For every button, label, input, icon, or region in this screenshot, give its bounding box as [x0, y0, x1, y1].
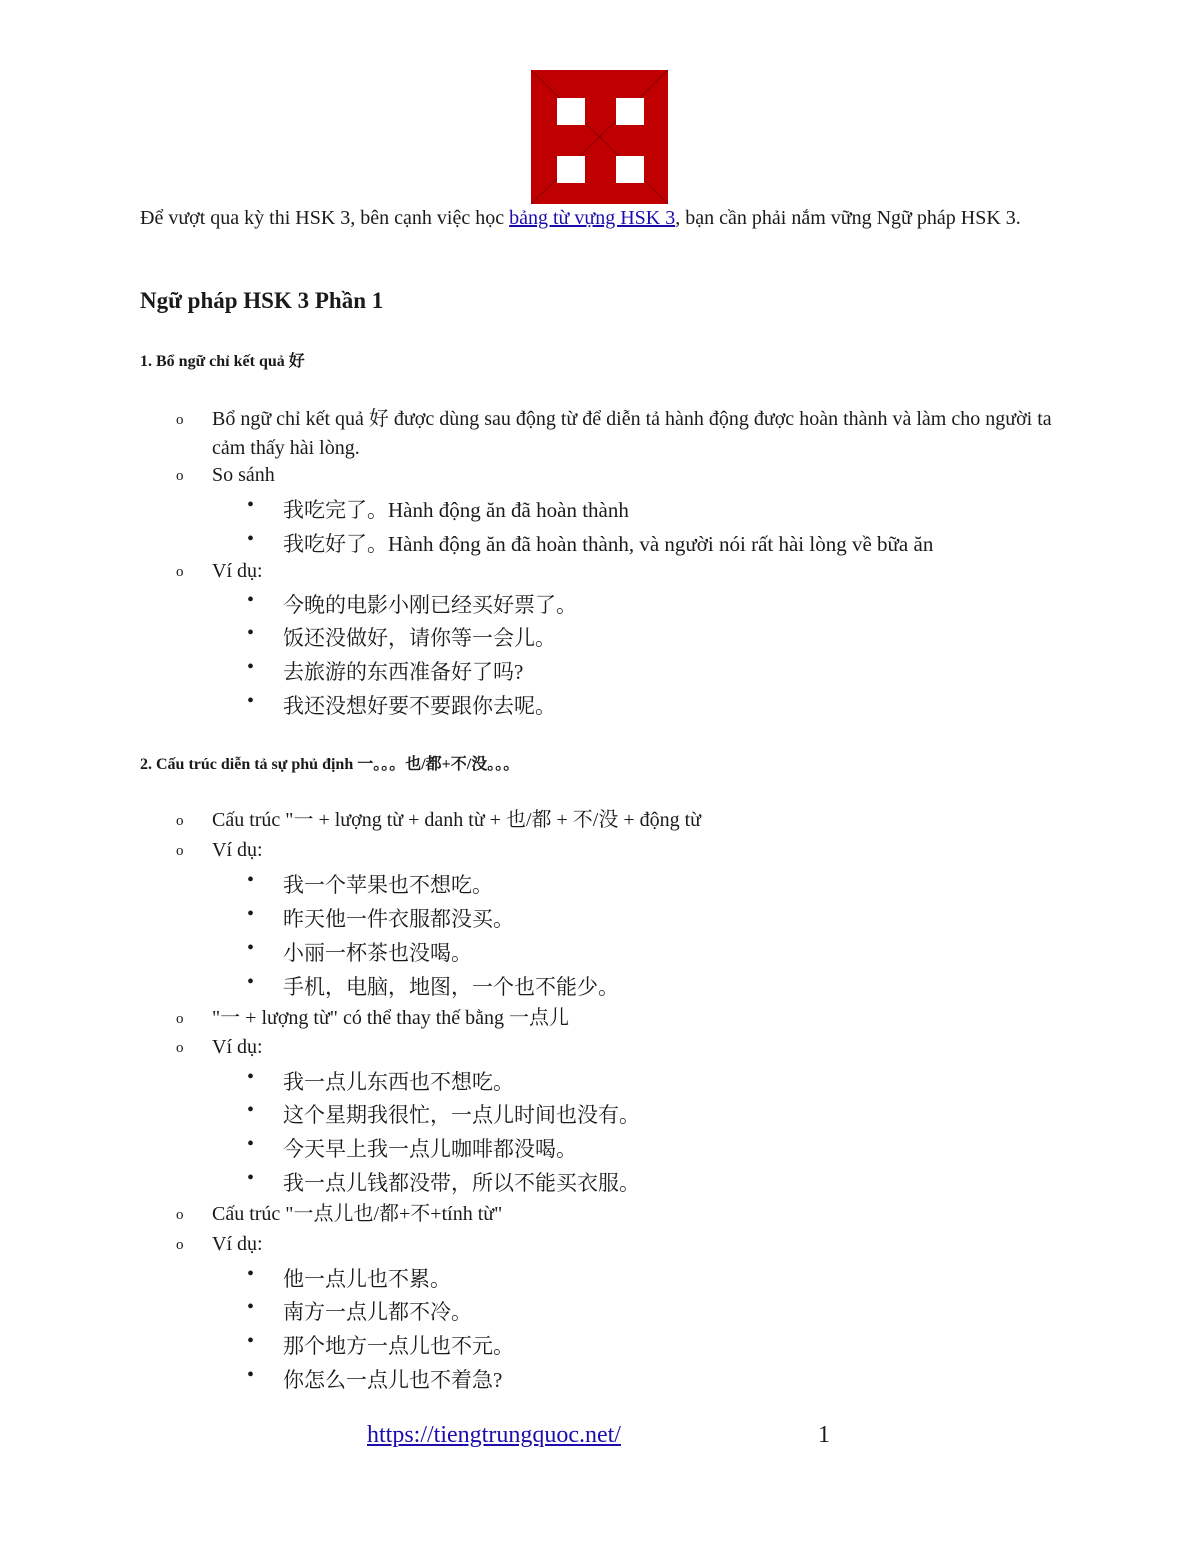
example-sentence: 今晚的电影小刚已经买好票了。 — [283, 593, 577, 617]
example-sentence: 去旅游的东西准备好了吗? — [283, 660, 524, 684]
example-sentence: 你怎么一点儿也不着急? — [283, 1368, 503, 1392]
example-sentence: 昨天他一件衣服都没买。 — [283, 907, 514, 931]
circle-bullet-icon: o — [176, 564, 184, 580]
bullet-icon: • — [247, 656, 255, 678]
example-label: Ví dụ: — [212, 839, 263, 861]
bullet-icon: • — [247, 1066, 255, 1088]
example-sentence: 小丽一杯茶也没喝。 — [283, 941, 472, 965]
bullet-icon: • — [247, 1330, 255, 1352]
bullet-icon: • — [247, 869, 255, 891]
intro-text-post: , bạn cần phải nắm vững Ngữ pháp HSK 3. — [675, 207, 1021, 229]
compare-item: 我吃完了。Hành động ăn đã hoàn thành — [283, 498, 629, 522]
example-label: Ví dụ: — [212, 560, 263, 582]
example-sentence: 他一点儿也不累。 — [283, 1267, 451, 1291]
example-sentence: 手机，电脑，地图，一个也不能少。 — [283, 975, 619, 999]
footer-website-link[interactable]: https://tiengtrungquoc.net/ — [367, 1422, 621, 1448]
example-sentence: 那个地方一点儿也不元。 — [283, 1334, 514, 1358]
page-number: 1 — [818, 1422, 830, 1448]
vocab-link[interactable]: bảng từ vựng HSK 3 — [509, 207, 676, 229]
bullet-icon: • — [247, 1263, 255, 1285]
compare-item: 我吃好了。Hành động ăn đã hoàn thành, và người nói rất hài lòng về bữa ăn — [283, 532, 934, 556]
circle-bullet-icon: o — [176, 468, 184, 484]
example-sentence: 我一个苹果也不想吃。 — [283, 873, 493, 897]
example-sentence: 我一点儿东西也不想吃。 — [283, 1070, 514, 1094]
example-sentence: 南方一点儿都不冷。 — [283, 1300, 472, 1324]
circle-bullet-icon: o — [176, 1040, 184, 1056]
bullet-icon: • — [247, 937, 255, 959]
structure-text: Cấu trúc "一点儿也/都+不+tính từ" — [212, 1203, 503, 1225]
example-sentence: 我一点儿钱都没带，所以不能买衣服。 — [283, 1171, 640, 1195]
replace-note: "一 + lượng từ" có thể thay thế bằng 一点儿 — [212, 1007, 570, 1029]
bullet-icon: • — [247, 1364, 255, 1386]
bullet-icon: • — [247, 494, 255, 516]
bullet-icon: • — [247, 690, 255, 712]
bullet-icon: • — [247, 903, 255, 925]
compare-label: So sánh — [212, 464, 275, 486]
circle-bullet-icon: o — [176, 843, 184, 859]
bullet-icon: • — [247, 971, 255, 993]
example-sentence: 今天早上我一点儿咖啡都没喝。 — [283, 1137, 577, 1161]
bullet-icon: • — [247, 1099, 255, 1121]
example-label: Ví dụ: — [212, 1036, 263, 1058]
bullet-icon: • — [247, 589, 255, 611]
circle-bullet-icon: o — [176, 1237, 184, 1253]
structure-text: Cấu trúc "一 + lượng từ + danh từ + 也/都 + 不/没 + động từ — [212, 809, 702, 831]
bullet-icon: • — [247, 528, 255, 550]
section1-title: 1. Bổ ngữ chỉ kết quả 好 — [140, 353, 305, 370]
bullet-icon: • — [247, 1133, 255, 1155]
circle-bullet-icon: o — [176, 1207, 184, 1223]
example-sentence: 这个星期我很忙，一点儿时间也没有。 — [283, 1103, 640, 1127]
intro-text-pre: Để vượt qua kỳ thi HSK 3, bên cạnh việc học — [140, 207, 510, 229]
circle-bullet-icon: o — [176, 1011, 184, 1027]
bullet-icon: • — [247, 1167, 255, 1189]
example-sentence: 我还没想好要不要跟你去呢。 — [283, 694, 556, 718]
intro-paragraph — [140, 204, 1060, 233]
bullet-icon: • — [247, 1296, 255, 1318]
circle-bullet-icon: o — [176, 813, 184, 829]
example-label: Ví dụ: — [212, 1233, 263, 1255]
example-sentence: 饭还没做好，请你等一会儿。 — [283, 626, 556, 650]
circle-bullet-icon: o — [176, 412, 184, 428]
section2-title: 2. Cấu trúc diễn tả sự phủ định 一。。。也/都+不/没。。。 — [140, 756, 520, 773]
section1-desc: Bổ ngữ chỉ kết quả 好 được dùng sau động từ để diễn tả hành động được hoàn thành và làm cho người ta cảm thấy hài lòng. — [212, 408, 1052, 459]
bullet-icon: • — [247, 622, 255, 644]
site-logo — [531, 70, 668, 204]
section-heading: Ngữ pháp HSK 3 Phần 1 — [140, 288, 384, 313]
